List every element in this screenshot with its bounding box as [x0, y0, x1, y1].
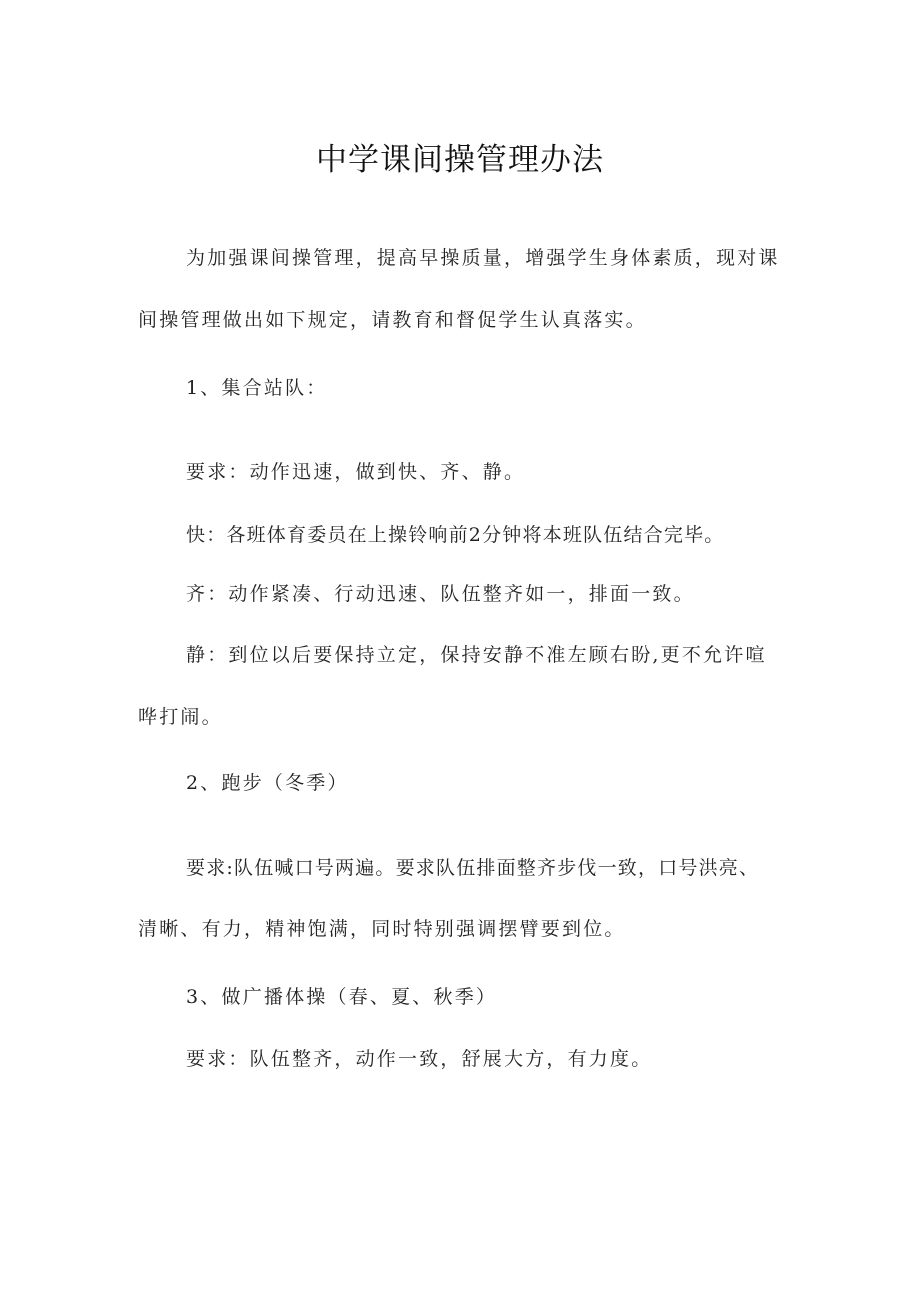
intro-paragraph-line-2: 间操管理做出如下规定，请教育和督促学生认真落实。: [138, 309, 647, 331]
section-1-requirement: 要求：动作迅速，做到快、齐、静。: [186, 461, 526, 483]
section-1-neat-rule: 齐：动作紧凑、行动迅速、队伍整齐如一，排面一致。: [186, 583, 695, 605]
section-1-quiet-rule-line-2: 哗打闹。: [138, 706, 223, 728]
section-2-requirement-line-1: 要求:队伍喊口号两遍。要求队伍排面整齐步伐一致，口号洪亮、: [186, 857, 760, 879]
intro-paragraph-line-1: 为加强课间操管理，提高早操质量，增强学生身体素质，现对课: [186, 247, 780, 269]
section-heading-2: 2、跑步（冬季）: [186, 772, 349, 794]
section-1-fast-rule: 快：各班体育委员在上操铃响前2分钟将本班队伍结合完毕。: [186, 524, 725, 546]
section-heading-3: 3、做广播体操（春、夏、秋季）: [186, 986, 498, 1008]
section-heading-1: 1、集合站队：: [186, 377, 328, 399]
section-3-requirement: 要求：队伍整齐，动作一致，舒展大方，有力度。: [186, 1048, 653, 1070]
document-title: 中学课间操管理办法: [316, 142, 604, 178]
section-1-quiet-rule-line-1: 静：到位以后要保持立定，保持安静不准左顾右盼,更不允许喧: [186, 644, 767, 666]
section-2-requirement-line-2: 清晰、有力，精神饱满，同时特别强调摆臂要到位。: [138, 918, 626, 940]
